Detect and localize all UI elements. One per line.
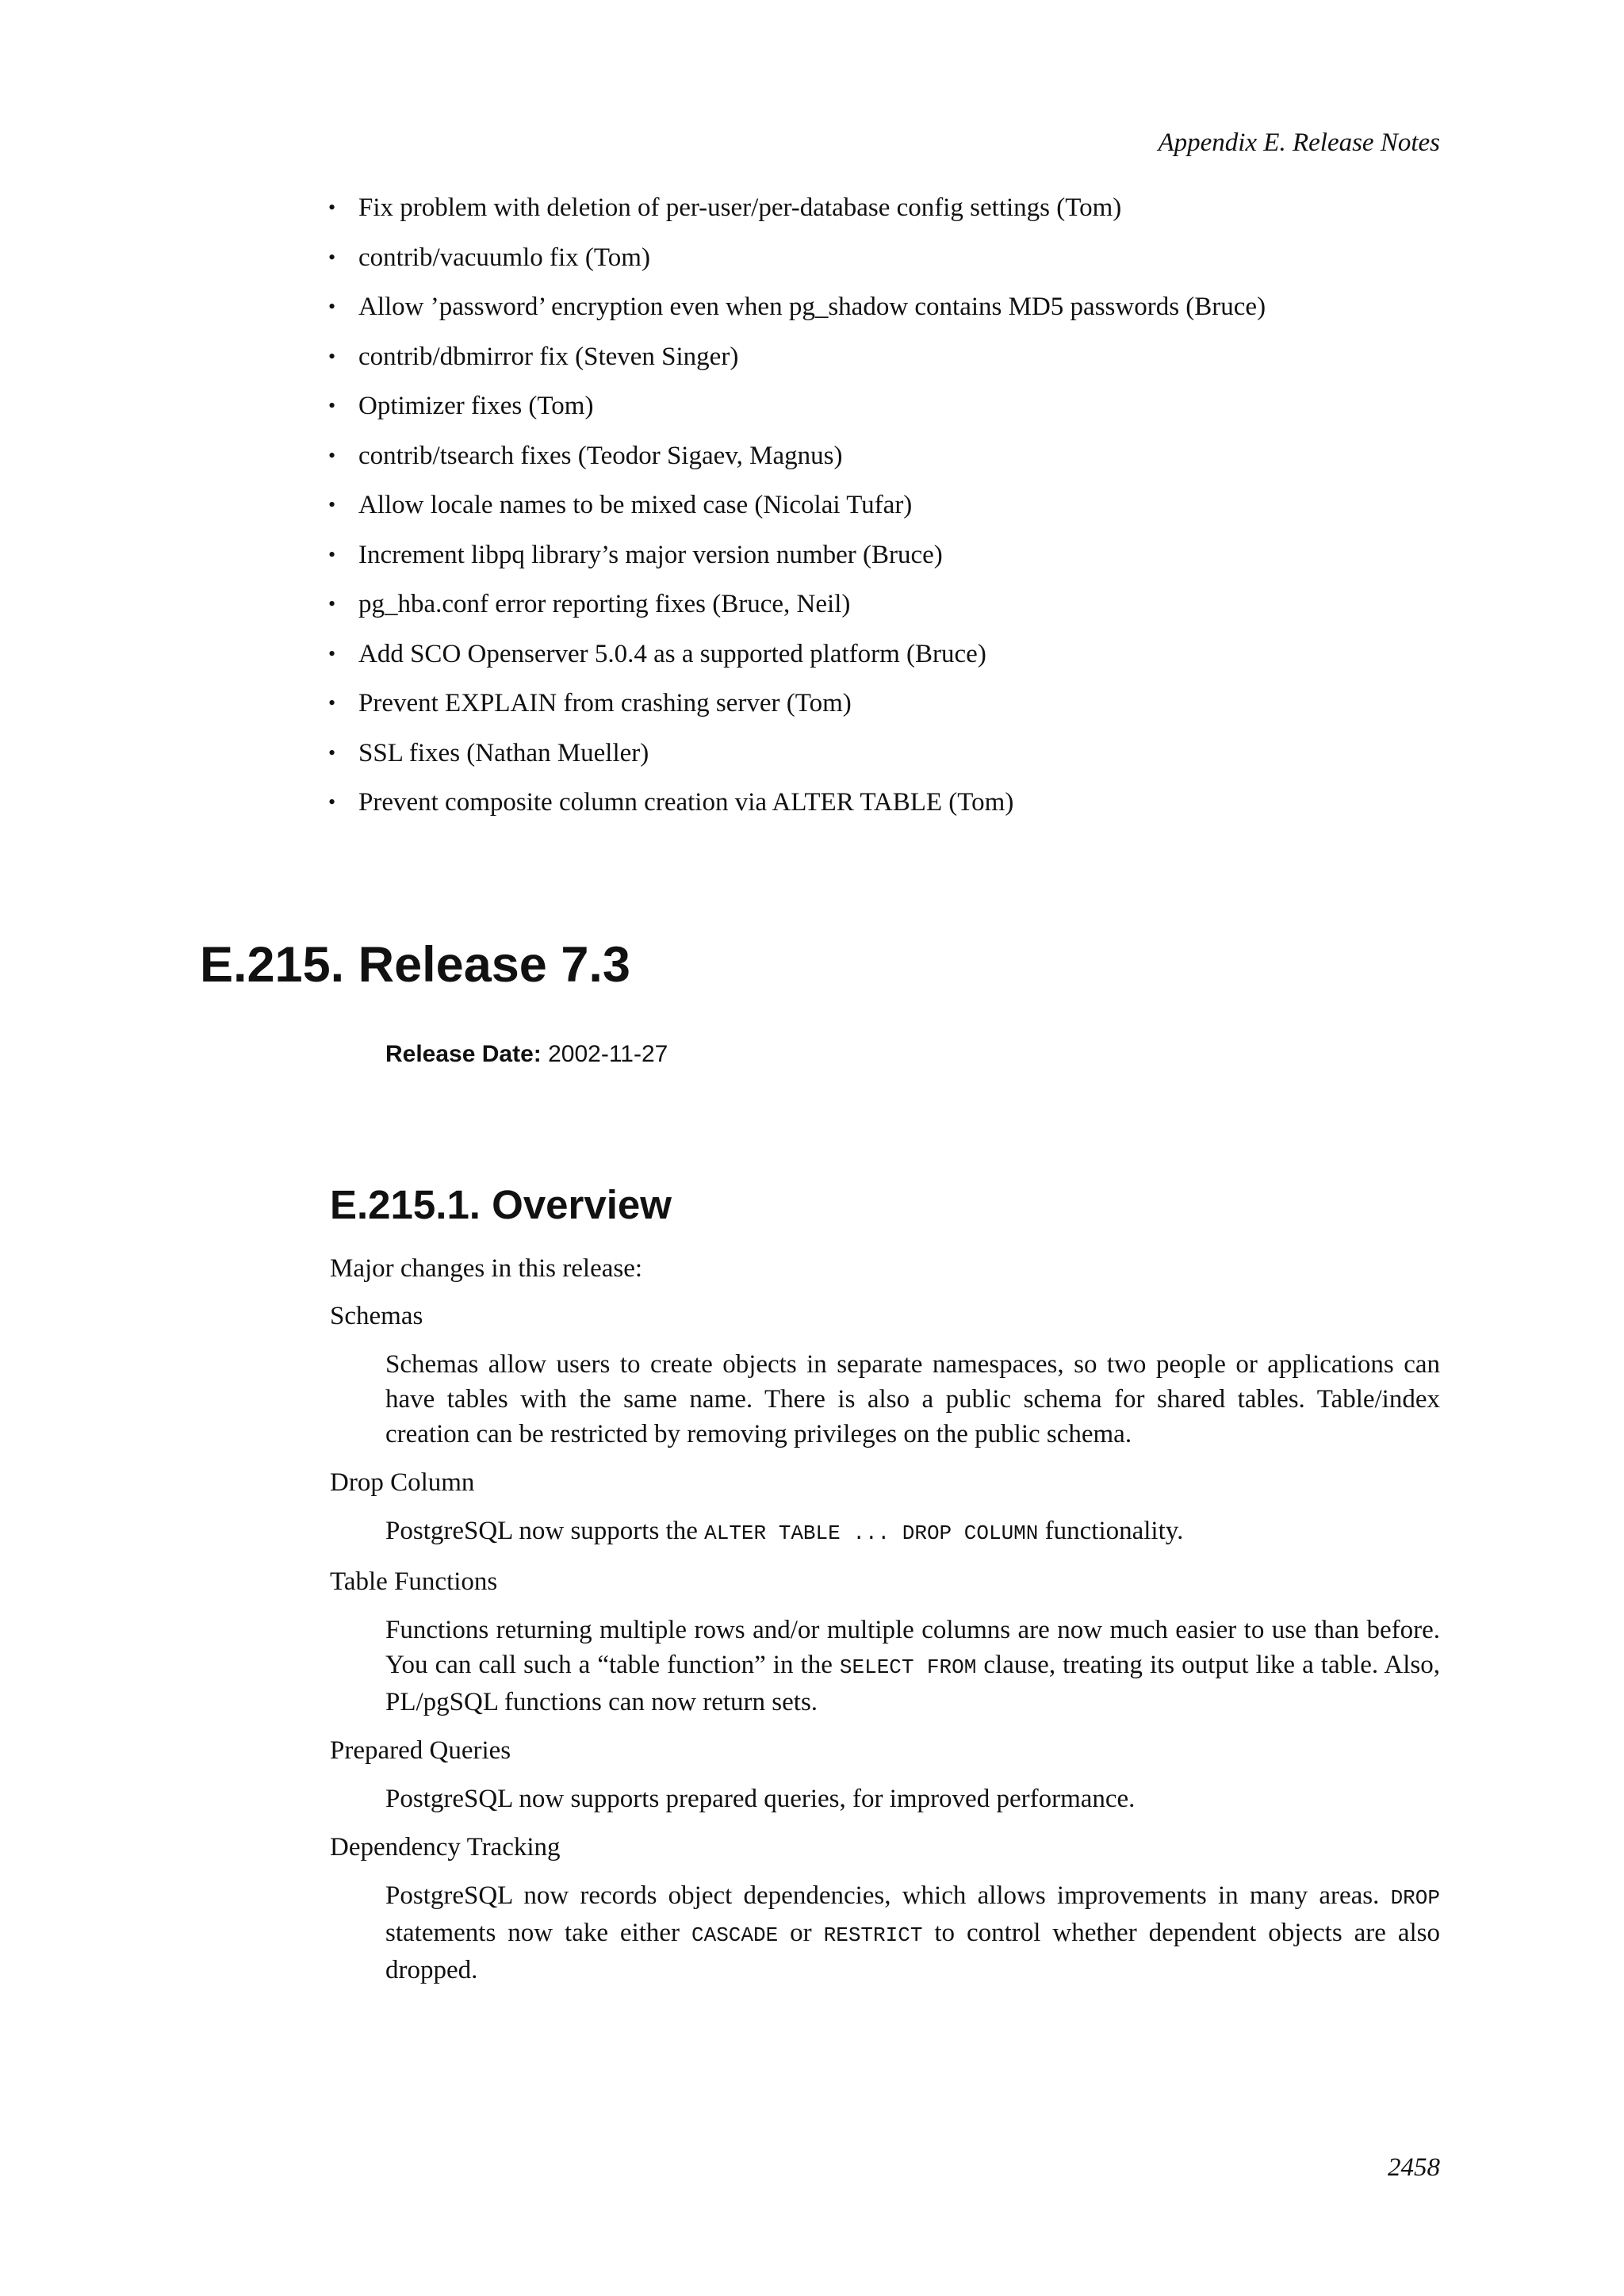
inline-code: CASCADE [691,1923,779,1947]
description-text: PostgreSQL now records object dependencies, which allows improvements in many areas. [385,1881,1391,1910]
fix-list [325,192,1443,836]
feature-term: Dependency Tracking [330,1833,561,1862]
list-item [325,786,1443,836]
list-item [325,687,1443,737]
list-item [325,390,1443,440]
list-item-text: Add SCO Openserver 5.0.4 as a supported platform (Bruce) [358,639,986,668]
list-item [325,539,1443,589]
feature-description [385,1513,1440,1551]
list-item [325,192,1443,242]
bullet-glyph: • [328,691,336,714]
list-item [325,242,1443,292]
inline-code: ALTER TABLE ... DROP COLUMN [704,1521,1039,1545]
overview-intro: Major changes in this release: [330,1254,643,1283]
list-item [325,291,1443,341]
feature-description [385,1878,1440,1988]
description-text: PostgreSQL now supports the [385,1517,705,1545]
bullet-glyph: • [328,493,336,516]
inline-code: RESTRICT [823,1923,923,1947]
description-text: to control whether dependent objects are also dropped. [385,1919,1440,1984]
list-item-text: pg_hba.conf error reporting fixes (Bruce, Neil) [358,590,851,618]
inline-code: DROP [1390,1886,1440,1910]
description-text: functionality. [1038,1517,1184,1545]
feature-list [330,1299,1440,1988]
bullet-glyph: • [328,592,336,615]
description-text: statements now take either [385,1919,691,1947]
running-header: Appendix E. Release Notes [1158,128,1440,157]
overview-content [330,1251,1440,2001]
list-item [325,737,1443,787]
list-item [325,489,1443,539]
bullet-glyph: • [328,394,336,417]
bullet-glyph: • [328,245,336,269]
list-item [325,440,1443,490]
list-item [325,638,1443,688]
release-date [385,1041,668,1068]
bullet-glyph: • [328,641,336,665]
section-title: E.215. Release 7.3 [200,937,630,993]
bullet-glyph: • [328,542,336,566]
list-item [325,341,1443,391]
description-text: Functions returning multiple rows and/or multiple columns are now much easier to use than before. You can call such a “table function” in the [385,1616,1440,1679]
description-text: clause, treating its output like a table. Also, PL/pgSQL functions can now return sets. [385,1651,1440,1716]
list-item-text: Prevent composite column creation via ALTER TABLE (Tom) [358,788,1014,817]
description-text: or [778,1919,824,1947]
list-item-text: contrib/vacuumlo fix (Tom) [358,243,650,272]
release-date-label: Release Date: [385,1041,542,1067]
feature-term: Prepared Queries [330,1736,511,1765]
list-item [325,588,1443,638]
inline-code: SELECT FROM [839,1655,977,1679]
bullet-glyph: • [328,790,336,813]
feature-description [385,1613,1440,1720]
list-item-text: Increment libpq library’s major version number (Bruce) [358,540,943,569]
bullet-glyph: • [328,295,336,318]
list-item-text: SSL fixes (Nathan Mueller) [358,738,649,767]
list-item-text: Optimizer fixes (Tom) [358,392,594,420]
list-item-text: Allow ’password’ encryption even when pg_shadow contains MD5 passwords (Bruce) [358,293,1266,321]
list-item-text: Allow locale names to be mixed case (Nicolai Tufar) [358,491,913,519]
list-item-text: contrib/dbmirror fix (Steven Singer) [358,342,739,371]
release-date-value: 2002-11-27 [548,1041,668,1067]
bullet-glyph: • [328,443,336,467]
subsection-title: E.215.1. Overview [330,1182,672,1227]
page-number: 2458 [1388,2153,1440,2182]
feature-term: Drop Column [330,1468,475,1497]
feature-description: Schemas allow users to create objects in separate namespaces, so two people or applications can have tables with the same name. There is also a public schema for shared tables. Table/index creation can be restricted by removing privileges on the public schema. [385,1350,1440,1448]
bullet-glyph: • [328,740,336,764]
bullet-glyph: • [328,196,336,219]
list-item-text: Prevent EXPLAIN from crashing server (Tom) [358,689,852,718]
list-item-text: contrib/tsearch fixes (Teodor Sigaev, Magnus) [358,441,843,470]
feature-term: Schemas [330,1302,423,1330]
bullet-glyph: • [328,344,336,368]
feature-term: Table Functions [330,1567,498,1596]
feature-description: PostgreSQL now supports prepared queries, for improved performance. [385,1785,1136,1813]
list-item-text: Fix problem with deletion of per-user/per-database config settings (Tom) [358,193,1122,222]
